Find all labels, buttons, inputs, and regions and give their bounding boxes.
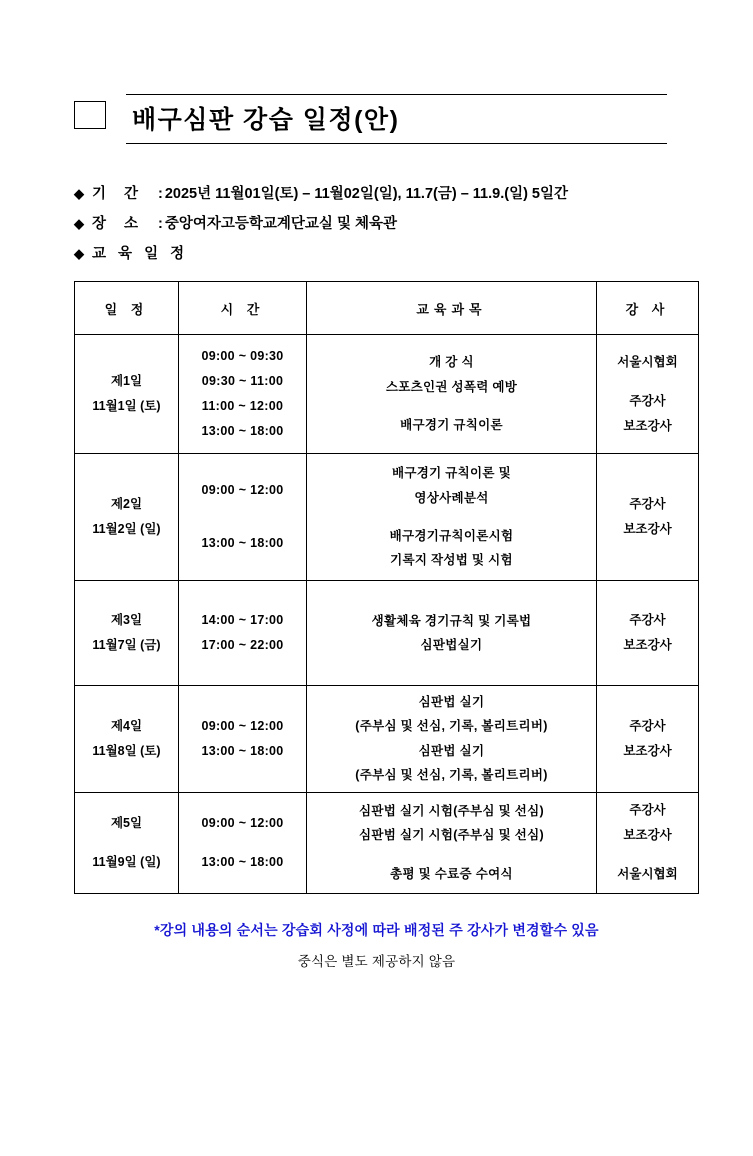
subject-spacer xyxy=(309,848,594,862)
time-entry: 13:00 ~ 18:00 xyxy=(201,424,284,438)
subject-entry: 심판법 실기 시험(주부심 및 선심) xyxy=(359,803,544,818)
column-header-subject: 교육과목 xyxy=(307,282,597,335)
subject-entry: 심판범 실기 시험(주부심 및 선심) xyxy=(359,828,544,843)
subject-entry: 영상사례분석 xyxy=(414,490,489,505)
subject-entry: 기록지 작성법 및 시험 xyxy=(390,553,513,568)
cell-subject-2 xyxy=(307,454,597,581)
subject-entry: (주부심 및 선심, 기록, 볼리트리버) xyxy=(355,719,548,734)
schedule-table xyxy=(74,281,699,894)
instructor-entry: 보조강사 xyxy=(623,522,672,536)
instructor-entry: 주강사 xyxy=(629,613,666,627)
subject-entry: 생활체육 경기규칙 및 기록법 xyxy=(371,613,532,628)
subject-spacer xyxy=(309,510,594,524)
subject-entry: 개 강 식 xyxy=(429,355,474,370)
cell-subject-5 xyxy=(307,792,597,893)
info-line-period xyxy=(74,182,679,203)
cell-day-5 xyxy=(75,792,179,893)
instructor-entry: 보조강사 xyxy=(623,418,672,433)
info-value-period: 2025년 11월01일(토) – 11월02일(일), 11.7(금) – 11.9.(일) 5일간 xyxy=(164,186,569,202)
day-label-line1: 제2일 xyxy=(110,497,143,511)
time-entry: 09:00 ~ 12:00 xyxy=(201,718,284,733)
title-rule-top xyxy=(126,94,667,95)
note-blue: *강의 내용의 순서는 강습회 사정에 따라 배정된 주 강사가 변경할수 있음 xyxy=(154,921,599,938)
info-label-period: 기 간 xyxy=(92,186,146,202)
page-title: 배구심판 강습 일정(안) xyxy=(132,106,400,134)
instructor-entry: 주강사 xyxy=(629,803,666,817)
table-row xyxy=(75,454,699,581)
cell-instructor-5 xyxy=(597,792,699,893)
instructor-entry: 서울시협회 xyxy=(617,867,678,881)
cell-time-3 xyxy=(179,581,307,686)
cell-instructor-1 xyxy=(597,335,699,454)
time-spacer xyxy=(181,517,304,531)
cell-day-1 xyxy=(75,335,179,454)
title-rule-bottom xyxy=(126,143,667,144)
instructor-spacer xyxy=(599,848,696,862)
cell-day-2 xyxy=(75,454,179,581)
table-row xyxy=(75,686,699,793)
subject-spacer xyxy=(309,399,594,413)
instructor-entry: 보조강사 xyxy=(623,743,672,758)
info-line-venue xyxy=(74,212,679,233)
time-entry: 17:00 ~ 22:00 xyxy=(201,638,284,652)
cell-time-2 xyxy=(179,454,307,581)
instructor-entry: 주강사 xyxy=(629,718,666,733)
day-label-line2: 11월2일 (일) xyxy=(92,522,161,536)
cell-instructor-3 xyxy=(597,581,699,686)
subject-entry: 심판법실기 xyxy=(420,638,483,652)
time-entry: 13:00 ~ 18:00 xyxy=(201,743,284,758)
column-header-time: 시 간 xyxy=(179,282,307,335)
time-entry: 13:00 ~ 18:00 xyxy=(201,536,284,550)
subject-entry: 총평 및 수료증 수여식 xyxy=(390,866,513,881)
note-plain: 중식은 별도 제공하지 않음 xyxy=(297,953,456,969)
diamond-bullet-icon: ◆ xyxy=(74,246,84,261)
diamond-bullet-icon: ◆ xyxy=(74,186,84,201)
instructor-entry: 주강사 xyxy=(629,393,666,408)
info-colon-venue: : xyxy=(158,216,163,232)
time-entry: 09:00 ~ 09:30 xyxy=(201,349,284,363)
day-label-line1: 제4일 xyxy=(110,718,143,733)
day-label-line2: 11월7일 (금) xyxy=(92,638,161,652)
time-entry: 13:00 ~ 18:00 xyxy=(201,854,284,869)
instructor-entry: 주강사 xyxy=(629,497,666,511)
instructor-entry: 서울시협회 xyxy=(617,354,678,369)
day-label-line2: 11월1일 (토) xyxy=(92,399,161,413)
subject-entry: 스포츠인권 성폭력 예방 xyxy=(385,379,518,394)
info-line-schedule-heading xyxy=(74,242,679,263)
column-header-instructor: 강 사 xyxy=(597,282,699,335)
day-label-line1: 제3일 xyxy=(110,613,143,627)
table-header xyxy=(75,282,699,335)
table-row xyxy=(75,335,699,454)
time-entry: 14:00 ~ 17:00 xyxy=(201,613,284,627)
info-label-schedule: 교 육 일 정 xyxy=(92,246,189,262)
day-label-line2: 11월8일 (토) xyxy=(92,743,161,758)
time-entry: 09:00 ~ 12:00 xyxy=(201,483,284,497)
diamond-bullet-icon: ◆ xyxy=(74,216,84,231)
cell-subject-4 xyxy=(307,686,597,793)
day-label-line1: 제1일 xyxy=(110,374,143,388)
info-list xyxy=(74,182,679,263)
subject-entry: 심판법 실기 xyxy=(418,695,485,709)
cell-time-1 xyxy=(179,335,307,454)
time-spacer xyxy=(181,836,304,850)
day-label-line2: 11월9일 (일) xyxy=(92,854,161,869)
table-row xyxy=(75,581,699,686)
day-label-line1: 제5일 xyxy=(110,815,143,830)
day-spacer xyxy=(77,836,176,850)
table-body xyxy=(75,335,699,894)
title-block xyxy=(74,92,679,144)
time-spacer xyxy=(181,503,304,517)
column-header-day: 일 정 xyxy=(75,282,179,335)
cell-day-3 xyxy=(75,581,179,686)
info-colon-period: : xyxy=(158,186,163,202)
title-checkbox-icon xyxy=(74,101,106,129)
info-label-venue: 장 소 xyxy=(92,216,146,232)
cell-subject-3 xyxy=(307,581,597,686)
table-row xyxy=(75,792,699,893)
subject-entry: (주부심 및 선심, 기록, 볼리트리버) xyxy=(355,768,548,783)
time-entry: 09:30 ~ 11:00 xyxy=(201,374,284,388)
cell-time-4 xyxy=(179,686,307,793)
cell-day-4 xyxy=(75,686,179,793)
document-page xyxy=(0,92,753,1156)
subject-entry: 배구경기규칙이론시험 xyxy=(389,529,514,543)
cell-subject-1 xyxy=(307,335,597,454)
subject-entry: 심판법 실기 xyxy=(418,743,485,758)
cell-instructor-4 xyxy=(597,686,699,793)
cell-instructor-2 xyxy=(597,454,699,581)
time-entry: 11:00 ~ 12:00 xyxy=(201,399,284,413)
instructor-entry: 보조강사 xyxy=(623,638,672,652)
instructor-entry: 보조강사 xyxy=(623,828,672,842)
subject-entry: 배구경기 규칙이론 및 xyxy=(392,466,511,481)
time-entry: 09:00 ~ 12:00 xyxy=(201,815,284,830)
table-header-row xyxy=(75,282,699,335)
instructor-spacer xyxy=(599,375,696,389)
subject-entry: 배구경기 규칙이론 xyxy=(400,418,503,433)
info-value-venue: 중앙여자고등학교계단교실 및 체육관 xyxy=(164,216,398,232)
cell-time-5 xyxy=(179,792,307,893)
